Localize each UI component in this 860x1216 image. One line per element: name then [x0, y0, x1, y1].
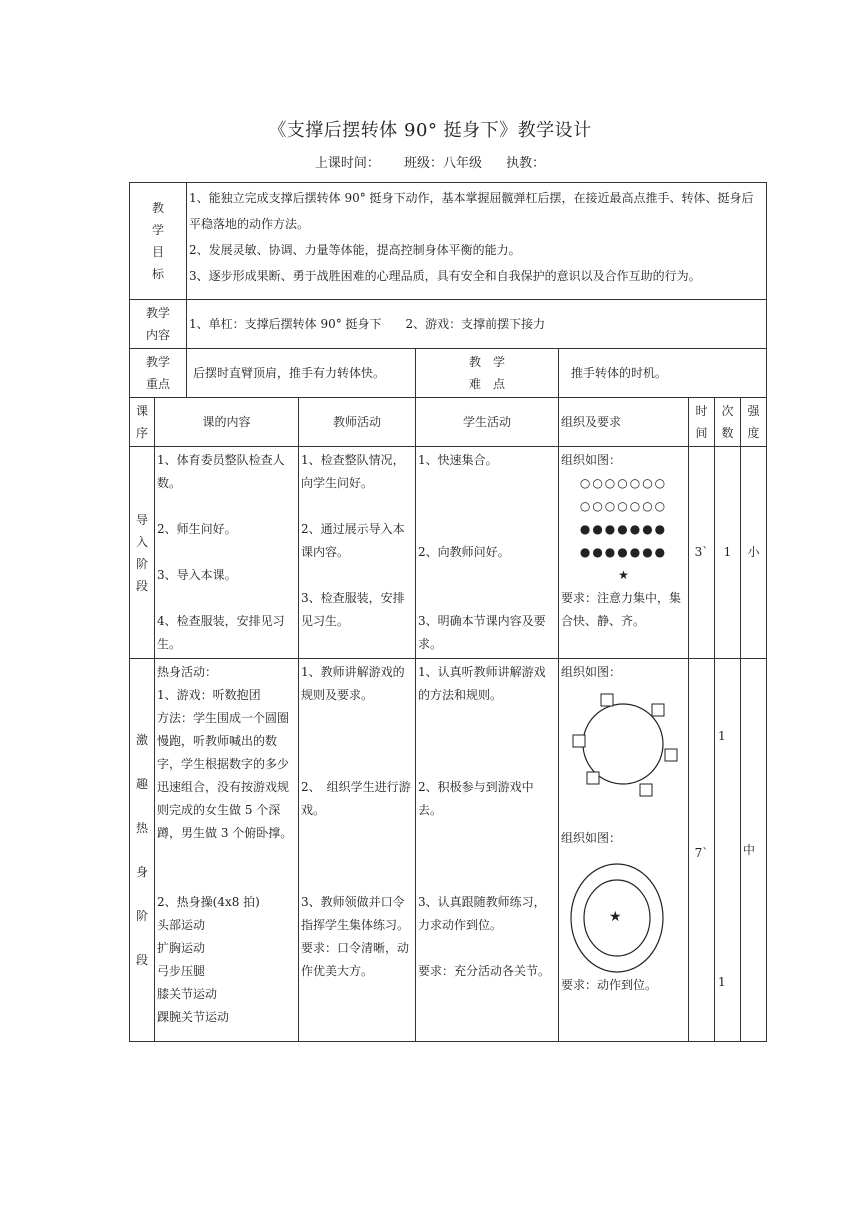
stage1-count: 1: [715, 447, 741, 659]
col-intensity: 强度: [741, 398, 767, 447]
square-icon: [587, 772, 599, 784]
goal-3: 3、逐步形成果断、勇于战胜困难的心理品质，具有安全和自我保护的意识以及合作互助的行为。: [189, 269, 701, 283]
col-count: 次数: [715, 398, 741, 447]
star-icon: ★: [618, 568, 629, 582]
stage1-content: 1、体育委员整队检查人数。 2、师生问好。 3、导入本课。 4、检查服装，安排见习生。: [155, 447, 299, 659]
formation-row-hollow: ○○○○○○○: [579, 499, 668, 513]
col-order: 课序: [130, 398, 155, 447]
circle-formation-diagram: [561, 684, 685, 804]
content-header: 教学内容: [130, 300, 187, 349]
stage2-student: 1、认真听教师讲解游戏的方法和规则。 2、积极参与到游戏中去。 3、认真跟随教师练习，力求动作到位。 要求：充分活动各关节。: [416, 659, 559, 1042]
page-title: 《支撑后摆转体 90° 挺身下》教学设计: [268, 120, 592, 141]
stage2-teacher: 1、教师讲解游戏的规则及要求。 2、 组织学生进行游戏。 3、教师领做并口令指挥学生集体练习。 要求：口令清晰，动作优美大方。: [299, 659, 416, 1042]
formation-row-solid: ●●●●●●●: [579, 545, 668, 559]
col-time: 时间: [689, 398, 715, 447]
square-icon: [601, 694, 613, 706]
class-time-label: 上课时间：: [314, 156, 380, 171]
star-icon: ★: [609, 909, 622, 925]
stage2-name: 激趣热身阶段: [130, 659, 155, 1042]
teacher-label: 执教：: [506, 156, 546, 171]
stage2-count: 1 1: [715, 659, 741, 1042]
formation-row-solid: ●●●●●●●: [579, 522, 668, 536]
goal-2: 2、发展灵敏、协调、力量等体能，提高控制身体平衡的能力。: [189, 243, 521, 257]
stage2-intensity: 中: [741, 659, 767, 1042]
col-student: 学生活动: [416, 398, 559, 447]
lesson-table: [129, 182, 767, 1042]
goals-header: 教学目标: [130, 183, 187, 300]
stage1-org: 组织如图： ○○○○○○○ ○○○○○○○ ●●●●●●● ●●●●●●● ★ 要求：注意力集中，集合快、静、齐。: [559, 447, 689, 659]
stage1-intensity: 小: [741, 447, 767, 659]
square-icon: [640, 784, 652, 796]
square-icon: [652, 704, 664, 716]
stage1-student: 1、快速集合。 2、向教师问好。 3、明确本节课内容及要求。: [416, 447, 559, 659]
stage1-time: 3`: [689, 447, 715, 659]
square-icon: [665, 749, 677, 761]
stage2-org: 组织如图： 组织如图： ★ 要求：动作到位。: [559, 659, 689, 1042]
goals-body: [187, 183, 767, 300]
difficulty-header: 教 学 难 点: [416, 349, 559, 398]
grade-label: 班级：八年级: [403, 156, 482, 171]
goal-1: 1、能独立完成支撑后摆转体 90° 挺身下动作，基本掌握屈髋弹杠后摆，在接近最高点推手、转体、挺身后平稳落地的动作方法。: [189, 191, 754, 231]
formation-row-hollow: ○○○○○○○: [579, 476, 668, 490]
stage2-time: 7`: [689, 659, 715, 1042]
subtitle: [0, 152, 860, 171]
stage2-content: 热身活动： 1、游戏：听数抱团 方法：学生围成一个圆圈慢跑，听教师喊出的数字，学生根据数字的多少迅速组合，没有按游戏规则完成的女生做 5 个深蹲，男生做 3 个俯卧撑。 2、热身操(4x8 拍) 头部运动 扩胸运动 弓步压腿 膝关节运动 踝腕关节运动: [155, 659, 299, 1042]
focus-body: 后摆时直臂顶肩，推手有力转体快。: [187, 349, 416, 398]
stage1-name: 导入阶段: [130, 447, 155, 659]
focus-header: 教学重点: [130, 349, 187, 398]
square-icon: [573, 735, 585, 747]
col-content: 课的内容: [155, 398, 299, 447]
stage1-teacher: 1、检查整队情况，向学生问好。 2、通过展示导入本课内容。 3、检查服装，安排见习生。: [299, 447, 416, 659]
col-teacher: 教师活动: [299, 398, 416, 447]
col-org: 组织及要求: [559, 398, 689, 447]
content-body: 1、单杠：支撑后摆转体 90° 挺身下 2、游戏：支撑前摆下接力: [187, 300, 767, 349]
difficulty-body: 推手转体的时机。: [559, 349, 767, 398]
concentric-formation-diagram: [561, 862, 661, 974]
